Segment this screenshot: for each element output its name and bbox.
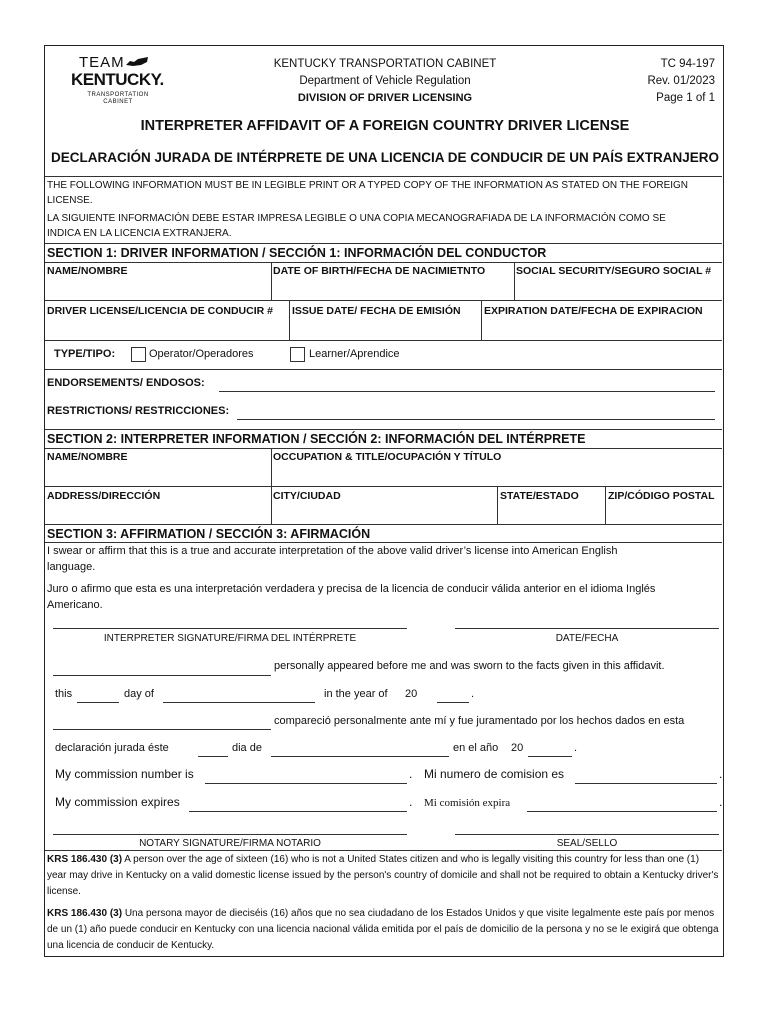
commission-number-period: . <box>409 767 413 781</box>
learner-checkbox[interactable] <box>290 347 305 362</box>
mi-comision-line[interactable] <box>527 811 717 812</box>
operator-checkbox[interactable] <box>131 347 146 362</box>
restrictions-label: RESTRICTIONS/ RESTRICCIONES: <box>47 405 230 417</box>
comparecio-text: compareció personalmente ante mí y fue juramentado por los hechos dados en esta <box>274 715 685 727</box>
endorsements-label: ENDORSEMENTS/ ENDOSOS: <box>47 377 205 389</box>
logo-team-text: TEAM <box>79 54 125 71</box>
commission-expires-period: . <box>409 795 413 809</box>
commission-expires-label: My commission expires <box>55 795 180 809</box>
zip-label: ZIP/CÓDIGO POSTAL <box>608 490 715 502</box>
day-of-label: day of <box>124 688 154 700</box>
type-label: TYPE/TIPO: <box>54 348 116 360</box>
form-number: TC 94-197 <box>660 58 715 70</box>
commission-number-label: My commission number is <box>55 767 194 781</box>
occupation-input[interactable] <box>275 465 723 485</box>
interpreter-name-input[interactable] <box>47 465 271 485</box>
commission-expires-line[interactable] <box>189 811 407 812</box>
occupation-label: OCCUPATION & TITLE/OCUPACIÓN Y TÍTULO <box>273 451 502 463</box>
dia-de-label: dia de <box>232 742 262 754</box>
form-title-spanish: DECLARACIÓN JURADA DE INTÉRPRETE DE UNA LICENCIA DE CONDUCIR DE UN PAÍS EXTRANJERO <box>50 150 720 165</box>
this-label: this <box>55 688 73 700</box>
mi-comision-label: Mi comisión expira <box>424 797 511 809</box>
city-input[interactable] <box>275 504 497 524</box>
year-prefix: 20 <box>405 688 418 700</box>
krs-text-en: A person over the age of sixteen (16) who is not a United States citizen and who is legally visiting this country for less than one (1) year may drive in Kentucky on a valid domestic license issued by the person's country of domicile and shall not be required to obtain a Kentucky driver's license. <box>47 854 719 897</box>
section1-heading: SECTION 1: DRIVER INFORMATION / SECCIÓN 1: INFORMACIÓN DEL CONDUCTOR <box>47 246 547 260</box>
driver-ssn-label: SOCIAL SECURITY/SEGURO SOCIAL # <box>516 265 712 277</box>
issue-date-input[interactable] <box>293 319 481 339</box>
division-name: DIVISION OF DRIVER LICENSING <box>297 92 473 104</box>
agency-name: KENTUCKY TRANSPORTATION CABINET <box>273 58 497 70</box>
ano-line[interactable] <box>528 756 572 757</box>
instructions-es-line1: LA SIGUIENTE INFORMACIÓN DEBE ESTAR IMPRESA LEGIBLE O UNA COPIA MECANOGRAFIADA DE LA INFORMACIÓN COMO SE <box>47 213 666 224</box>
instructions-en-line2: LICENSE. <box>47 195 93 206</box>
endorsements-line[interactable] <box>219 391 715 392</box>
learner-label: Learner/Aprendice <box>309 348 400 360</box>
driver-name-label: NAME/NOMBRE <box>47 265 128 277</box>
seal-label: SEAL/SELLO <box>556 838 618 849</box>
dia-line[interactable] <box>198 756 228 757</box>
mes-line[interactable] <box>271 756 449 757</box>
logo-kentucky-text: KENTUCKY. <box>71 70 164 89</box>
interpreter-date-line[interactable] <box>455 628 719 629</box>
mi-numero-period: . <box>719 767 723 781</box>
appeared-name-line[interactable] <box>53 675 271 676</box>
section2-heading: SECTION 2: INTERPRETER INFORMATION / SECCIÓN 2: INFORMACIÓN DEL INTÉRPRETE <box>47 432 586 446</box>
instructions-es-line2: INDICA EN LA LICENCIA EXTRANJERA. <box>47 228 232 239</box>
ano-period: . <box>574 742 578 754</box>
appeared-text: personally appeared before me and was sworn to the facts given in this affidavit. <box>274 660 665 672</box>
month-line[interactable] <box>163 702 315 703</box>
en-el-ano-label: en el año <box>453 742 499 754</box>
affirmation-en-line2: language. <box>47 561 96 573</box>
driver-ssn-input[interactable] <box>518 279 722 299</box>
address-input[interactable] <box>47 504 271 524</box>
year-line[interactable] <box>437 702 469 703</box>
mi-numero-label: Mi numero de comision es <box>424 767 565 781</box>
day-line[interactable] <box>77 702 119 703</box>
interpreter-name-label: NAME/NOMBRE <box>47 451 128 463</box>
affidavit-form <box>44 45 724 957</box>
city-label: CITY/CIUDAD <box>273 490 341 502</box>
commission-number-line[interactable] <box>205 783 407 784</box>
mi-comision-period: . <box>719 795 723 809</box>
seal-line[interactable] <box>455 834 719 835</box>
krs-text-es: Una persona mayor de dieciséis (16) años que no sea ciudadano de los Estados Unidos y que visite legalmente este país por menos de un (1) año puede conducir en Kentucky con una licencia nacional válida emitida por el país de domicilio de la persona y no se le exigirá que obtenga una licencia de conducir de Kentucky. <box>47 908 719 951</box>
instructions-en-line1: THE FOLLOWING INFORMATION MUST BE IN LEGIBLE PRINT OR A TYPED COPY OF THE INFORMATION AS STATED ON THE FOREIGN <box>47 180 689 191</box>
driver-name-input[interactable] <box>47 279 271 299</box>
krs-ref-es: KRS 186.430 (3) <box>47 908 123 919</box>
address-label: ADDRESS/DIRECCIÓN <box>47 490 161 502</box>
notary-signature-label: NOTARY SIGNATURE/FIRMA NOTARIO <box>139 838 321 849</box>
state-input[interactable] <box>501 504 605 524</box>
in-year-label: in the year of <box>324 688 388 700</box>
affirmation-es-line2: Americano. <box>47 599 103 611</box>
driver-dob-label: DATE OF BIRTH/FECHA DE NACIMIETNTO <box>273 265 486 277</box>
restrictions-line[interactable] <box>237 419 715 420</box>
comparecio-name-line[interactable] <box>53 729 271 730</box>
driver-dob-input[interactable] <box>275 279 515 299</box>
krs-ref-en: KRS 186.430 (3) <box>47 854 123 865</box>
notary-signature-line[interactable] <box>53 834 407 835</box>
expiration-date-input[interactable] <box>485 319 723 339</box>
mi-numero-line[interactable] <box>575 783 717 784</box>
page-number: Page 1 of 1 <box>656 92 715 104</box>
form-revision: Rev. 01/2023 <box>647 75 715 87</box>
driver-license-input[interactable] <box>47 319 289 339</box>
interpreter-signature-label: INTERPRETER SIGNATURE/FIRMA DEL INTÉRPRETE <box>103 633 357 644</box>
logo-subtitle: TRANSPORTATION CABINET <box>87 92 149 105</box>
krs-english <box>47 852 721 900</box>
department-name: Department of Vehicle Regulation <box>299 75 471 87</box>
affirmation-en-line1: I swear or affirm that this is a true and accurate interpretation of the above valid driver’s license into American English <box>47 545 618 557</box>
interpreter-date-label: DATE/FECHA <box>555 633 619 644</box>
year-period: . <box>471 688 475 700</box>
zip-input[interactable] <box>609 504 723 524</box>
declaracion-label: declaración jurada éste <box>55 742 169 754</box>
ano-prefix: 20 <box>511 742 524 754</box>
operator-label: Operator/Operadores <box>149 348 254 360</box>
affirmation-es-line1: Juro o afirmo que esta es una interpretación verdadera y precisa de la licencia de conducir válida anterior en el idioma Inglés <box>47 583 656 595</box>
section3-heading: SECTION 3: AFFIRMATION / SECCIÓN 3: AFIRMACIÓN <box>47 527 371 541</box>
state-label: STATE/ESTADO <box>500 490 579 502</box>
krs-spanish <box>47 906 721 954</box>
issue-date-label: ISSUE DATE/ FECHA DE EMISIÓN <box>292 305 461 317</box>
interpreter-signature-line[interactable] <box>53 628 407 629</box>
driver-license-label: DRIVER LICENSE/LICENCIA DE CONDUCIR # <box>47 305 273 317</box>
form-title-english: INTERPRETER AFFIDAVIT OF A FOREIGN COUNTRY DRIVER LICENSE <box>140 118 630 134</box>
expiration-date-label: EXPIRATION DATE/FECHA DE EXPIRACION <box>484 305 703 317</box>
